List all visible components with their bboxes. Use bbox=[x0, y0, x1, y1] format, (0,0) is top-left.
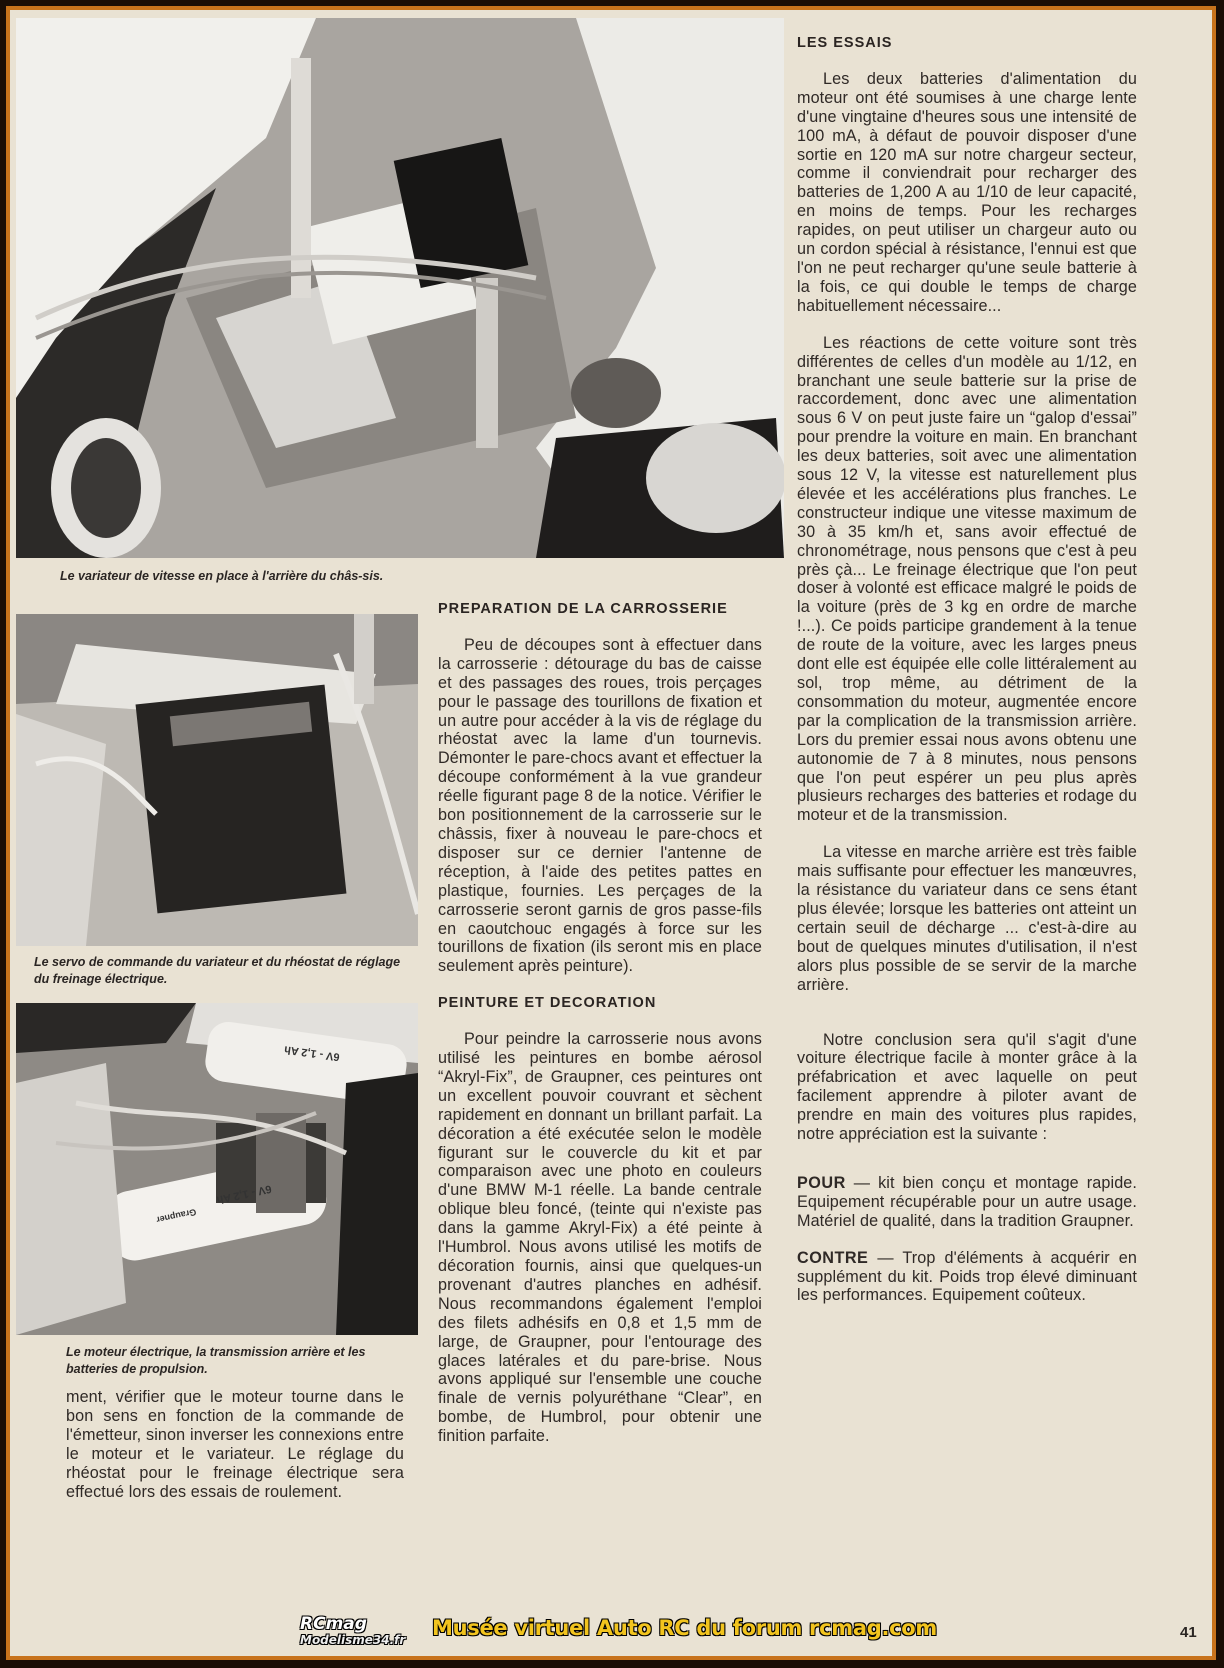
col-left-paragraph: ment, vérifier que le moteur tourne dans le bon sens en fonction de la commande de l'émetteur, sinon inverser les connexions entre le moteur et le variateur. Le réglage du rhéostat pour le freinage électrique sera effectué lors des essais de roulement. bbox=[66, 1388, 404, 1501]
caption-photo1: Le variateur de vitesse en place à l'arrière du châs-sis. bbox=[60, 569, 384, 583]
museum-watermark: Musée virtuel Auto RC du forum rcmag.com bbox=[432, 1616, 937, 1640]
logo-sub-text: Modelisme34.fr bbox=[300, 1633, 406, 1647]
label-contre: CONTRE bbox=[797, 1248, 869, 1267]
paragraph-pour bbox=[797, 1174, 1137, 1231]
paragraph-peinture: Pour peindre la carrosserie nous avons utilisé les peintures en bombe aérosol “Akryl-Fix”, de Graupner, ces peintures ont un excellent pouvoir couvrant et sèchent rapidement en donnant un brillant parfait. La décoration a été exécutée selon le modèle figurant sur le couvercle du kit et par comparaison avec une photo en couleurs d'une BMW M-1 réelle. La bande centrale oblique bleu foncé, (teinte qui n'existe pas dans la gamme Akryl-Fix) a été peinte à l'Humbrol. Nous avons utilisé les motifs de décoration fournis, ainsi que quelques-un provenant d'autres planches en adhésif. Nous recommandons également l'emploi des filets adhésifs en 0,8 et 1,5 mm de large, de Graupner, pour l'entourage des glaces latérales et du pare-brise. Nous avons appliqué sur l'ensemble une couche finale de vernis polyuréthane “Clear”, en bombe, de Humbrol, pour obtenir une finition parfaite. bbox=[438, 1030, 762, 1446]
magazine-page bbox=[6, 6, 1216, 1660]
paragraph-conclusion: Notre conclusion sera qu'il s'agit d'une voiture électrique facile à monter grâce à la préfabrication et avec laquelle on peut facilement apprendre à piloter avant de prendre en main des voitures plus rapides, notre appréciation est la suivante : bbox=[797, 1030, 1137, 1144]
text-contre: — Trop d'éléments à acquérir en supplément du kit. Poids trop élevé diminuant les performances. Equipement coûteux. bbox=[797, 1248, 1137, 1305]
rcmag-logo bbox=[300, 1616, 405, 1648]
photo-servo bbox=[16, 614, 418, 946]
paragraph-contre bbox=[797, 1249, 1137, 1306]
photo-motor-batteries bbox=[16, 1003, 418, 1335]
caption-photo3: Le moteur électrique, la transmission arrière et les batteries de propulsion. bbox=[66, 1345, 366, 1376]
page-number: 41 bbox=[1180, 1624, 1197, 1641]
column-left bbox=[66, 1388, 404, 1501]
text-pour: — kit bien conçu et montage rapide. Equipement récupérable pour un autre usage. Matériel de qualité, dans la tradition Graupner. bbox=[797, 1173, 1137, 1230]
column-middle bbox=[438, 600, 762, 1446]
paragraph-essais-1: Les deux batteries d'alimentation du moteur ont été soumises à une charge lente d'une vingtaine d'heures sous une intensité de 100 mA, à défaut de pouvoir disposer d'une sortie en 120 mA sur notre chargeur secteur, comme il conviendrait pour recharger des batteries de 1,200 A au 1/10 de leur capacité, en moins de temps. Pour les recharges rapides, on peut utiliser un chargeur auto ou un cordon spécial à résistance, l'ennui est que l'on ne peut recharger qu'une seule batterie à la fois, ce qui double le temps de charge habituellement nécessaire... bbox=[797, 69, 1137, 315]
column-right bbox=[797, 34, 1137, 1305]
heading-peinture: PEINTURE ET DECORATION bbox=[438, 995, 657, 1012]
caption-photo2: Le servo de commande du variateur et du rhéostat de réglage du freinage électrique. bbox=[34, 955, 401, 986]
photo-speed-controller bbox=[16, 18, 784, 558]
paragraph-preparation: Peu de découpes sont à effectuer dans la carrosserie : détourage du bas de caisse et des passages des roues, trois perçages pour le passage des tourillons de fixation et un autre pour accéder à la vis de réglage du rhéostat avec la lame d'un tournevis. Démonter le pare-chocs avant et effectuer la découpe conformément à la vue grandeur réelle figurant page 8 de la notice. Vérifier le bon positionnement de la carrosserie sur le châssis, fixer à nouveau le pare-chocs et disposer sur ce dernier l'antenne de réception, à l'aide des petites pattes en plastique, fournies. Les perçages de la carrosserie seront garnis de gros passe-fils en caoutchouc engagés à force sur les tourillons de fixation (ils seront mis en place seulement après peinture). bbox=[438, 635, 762, 976]
battery-label-1: 6V - 1,2 Ah bbox=[283, 1043, 341, 1063]
paragraph-essais-2: Les réactions de cette voiture sont très différentes de celles d'un modèle au 1/12, en branchant une seule batterie sur la prise de raccordement, donc avec une alimentation sous 6 V on peut juste faire un “galop d'essai” pour prendre la voiture en main. En branchant les deux batteries, soit avec une alimentation sous 12 V, la vitesse est naturellement plus élevée et les accélérations plus franches. Le constructeur indique une vitesse maximum de 30 à 35 km/h et, sans avoir effectué de chronométrage, nous pensons que c'est à peu près çà... Le freinage électrique que l'on peut doser à volonté est efficace malgré le poids de la voiture (près de 3 kg en ordre de marche !...). Ce poids participe grandement à la tenue de route de la voiture, avec les larges pneus dont elle est équipée elle colle littéralement au sol, trop même, au détriment de la consommation du moteur, augmentée encore par la complication de la transmission arrière. Lors du premier essai nous avons obtenu une autonomie de 7 à 8 minutes, nous pensons que l'on peut espérer un peu plus après plusieurs recharges des batteries et rodage du moteur et de la transmission. bbox=[797, 333, 1137, 825]
battery-label-2: 6V - 1,2 Ah bbox=[215, 1182, 273, 1206]
brand-label: Graupner bbox=[155, 1206, 198, 1226]
paragraph-essais-3: La vitesse en marche arrière est très faible mais suffisante pour effectuer les manœuvres, la résistance du variateur dans ce sens étant plus élevée; lorsque les batteries ont atteint un certain seuil de décharge ... c'est-à-dire au bout de quelques minutes d'utilisation, il n'est alors plus possible de se servir de la marche arrière. bbox=[797, 843, 1137, 994]
heading-essais: LES ESSAIS bbox=[797, 35, 893, 51]
heading-preparation: PREPARATION DE LA CARROSSERIE bbox=[438, 601, 728, 617]
logo-main-text: RCmag bbox=[300, 1614, 367, 1634]
label-pour: POUR bbox=[797, 1173, 846, 1192]
